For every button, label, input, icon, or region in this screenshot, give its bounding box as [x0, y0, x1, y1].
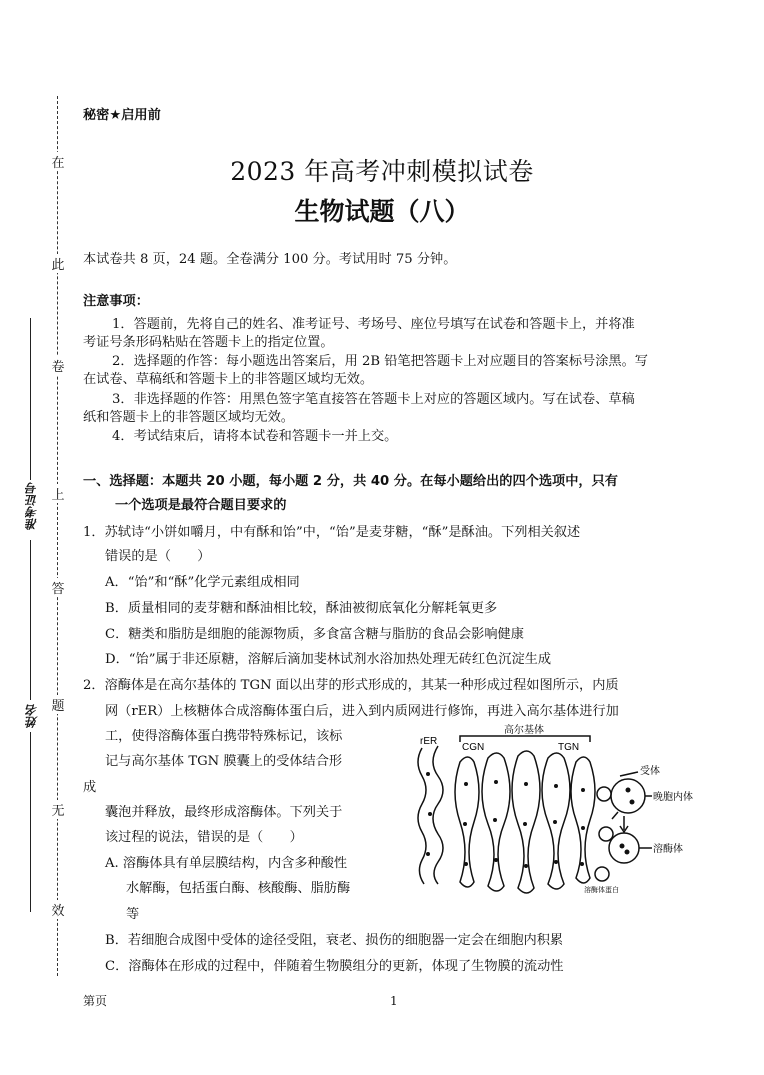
- q2-option-a: A. 溶酶体具有单层膜结构，内含多种酸性: [105, 856, 348, 871]
- footer-page-number: 1: [390, 994, 398, 1008]
- late-endosome-label: 晚胞内体: [653, 792, 693, 803]
- q1-stem: 1．苏轼诗“小饼如嚼月，中有酥和饴”中，“饴”是麦芽糖，“酥”是酥油。下列相关叙述: [83, 525, 581, 540]
- paper-summary: 本试卷共 8 页，24 题。全卷满分 100 分。考试用时 75 分钟。: [83, 252, 457, 267]
- section-heading: 一、选择题：本题共 20 小题，每小题 2 分，共 40 分。在每小题给出的四个选项中，只有: [83, 474, 618, 489]
- exam-id-label: 准考证号: [25, 482, 39, 530]
- seal-char: 题: [46, 695, 70, 714]
- seal-char: 答: [46, 578, 70, 597]
- golgi-cisterna: [512, 751, 540, 893]
- seal-char: 在: [46, 152, 70, 171]
- arrow: [612, 812, 618, 819]
- vesicle: [597, 787, 611, 801]
- paper-subtitle: 生物试题（八）: [294, 197, 470, 226]
- q1-option-d: D．“饴”属于非还原糖，溶解后滴加斐林试剂水浴加热处理无砖红色沉淀生成: [105, 652, 552, 667]
- seal-char: 效: [46, 900, 70, 919]
- notice-line: 纸和答题卡上的非答题区域均无效。: [83, 410, 294, 425]
- exam-id-fill-line: [30, 318, 31, 480]
- seal-char: 卷: [46, 356, 70, 375]
- leader-line: [620, 772, 638, 776]
- name-fill-line-lower: [30, 732, 31, 912]
- notice-line: 在试卷、草稿纸和答题卡上的非答题区域均无效。: [83, 372, 374, 387]
- vesicle-label: 溶酶体蛋白: [584, 887, 619, 894]
- golgi-cisterna: [455, 757, 479, 887]
- vesicle: [599, 827, 613, 841]
- q2-stem-line: 囊泡并释放，最终形成溶酶体。下列关于: [105, 805, 343, 820]
- q2-option-b: B．若细胞合成图中受体的途径受阻，衰老、损伤的细胞器一定会在细胞内积累: [105, 933, 564, 948]
- notice-line: 3．非选择题的作答：用黑色签字笔直接答在答题卡上对应的答题区域内。写在试卷、草稿: [112, 392, 635, 407]
- notice-line: 考证号条形码粘贴在答题卡上的指定位置。: [83, 335, 334, 350]
- section-heading-cont: 一个选项是最符合题目要求的: [115, 498, 287, 513]
- footer-page-label: 第页: [83, 994, 108, 1008]
- q2-option-a-cont: 等: [126, 907, 140, 922]
- late-endosome: [611, 779, 645, 813]
- q2-stem: 2．溶酶体是在高尔基体的 TGN 面以出芽的形式形成的，其某一种形成过程如图所示，内质: [83, 678, 619, 693]
- secret-tag: 秘密★启用前: [83, 108, 161, 123]
- tgn-label: TGN: [558, 742, 580, 753]
- seal-char: 上: [46, 484, 70, 503]
- seal-char: 无: [46, 800, 70, 819]
- lysosome: [609, 833, 639, 863]
- q1-stem-cont: 错误的是（ ）: [105, 549, 211, 564]
- cgn-label: CGN: [462, 742, 485, 753]
- q2-stem-line: 记与高尔基体 TGN 膜囊上的受体结合形: [105, 754, 343, 769]
- lysosome-formation-figure: [408, 724, 698, 914]
- receptor-label: 受体: [640, 766, 660, 777]
- golgi-label: 高尔基体: [504, 725, 544, 736]
- seal-char: 此: [46, 254, 70, 273]
- q1-option-a: A．“饴”和“酥”化学元素组成相同: [105, 575, 300, 590]
- name-fill-line: [30, 540, 31, 700]
- q2-option-c: C．溶酶体在形成的过程中，伴随着生物膜组分的更新，体现了生物膜的流动性: [105, 959, 564, 974]
- vesicle: [595, 867, 609, 881]
- q2-stem-line: 该过程的说法，错误的是（ ）: [105, 830, 303, 845]
- binding-dashed-line: [57, 96, 58, 976]
- rer-membrane: [433, 746, 443, 884]
- q2-stem-line: 工，使得溶酶体蛋白携带特殊标记，该标: [105, 729, 343, 744]
- rer-label: rER: [420, 736, 438, 747]
- lysosome-label: 溶酶体: [653, 844, 683, 855]
- q2-stem-line: 网（rER）上核糖体合成溶酶体蛋白后，进入到内质网进行修饰，再进入高尔基体进行加: [105, 704, 619, 719]
- q1-option-b: B．质量相同的麦芽糖和酥油相比较，酥油被彻底氧化分解耗氧更多: [105, 601, 498, 616]
- q1-option-c: C．糖类和脂肪是细胞的能源物质，多食富含糖与脂肪的食品会影响健康: [105, 627, 524, 642]
- name-label: 姓名: [25, 704, 39, 728]
- q2-stem-line: 成: [83, 780, 97, 795]
- notice-line: 2．选择题的作答：每小题选出答案后，用 2B 铅笔把答题卡上对应题目的答案标号涂黑。写: [112, 354, 648, 369]
- paper-title: 2023 年高考冲刺模拟试卷: [230, 157, 534, 186]
- golgi-cisterna: [482, 753, 510, 891]
- notice-line: 4．考试结束后，请将本试卷和答题卡一并上交。: [112, 429, 398, 444]
- notice-line: 1．答题前，先将自己的姓名、准考证号、考场号、座位号填写在试卷和答题卡上，并将准: [112, 317, 635, 332]
- rer-membrane: [418, 748, 426, 884]
- notice-heading: 注意事项：: [83, 294, 149, 309]
- q2-option-a-cont: 水解酶，包括蛋白酶、核酸酶、脂肪酶: [126, 881, 351, 896]
